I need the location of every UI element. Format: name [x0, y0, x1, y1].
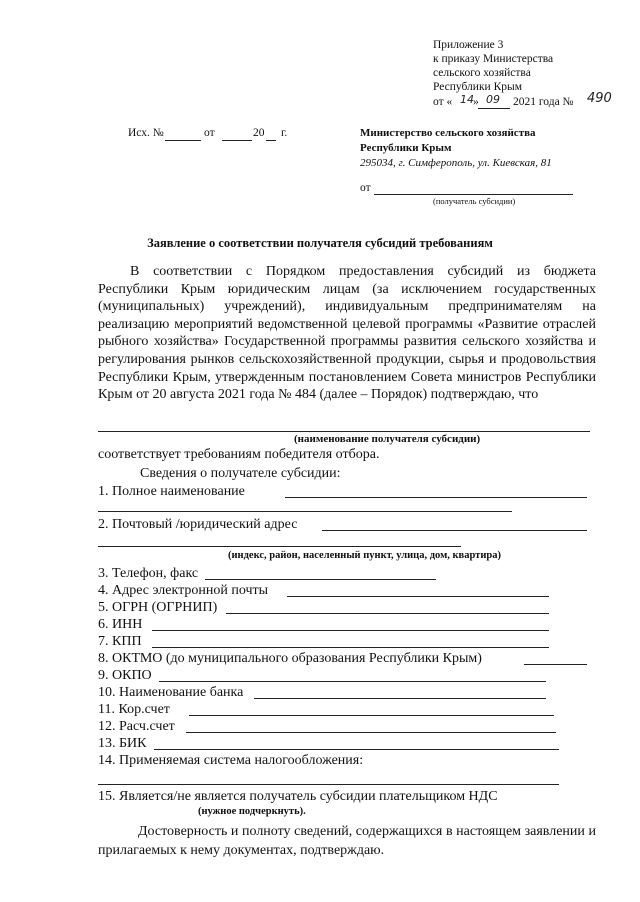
outgoing-from-label: от — [204, 127, 215, 139]
outgoing-g: г. — [281, 127, 288, 139]
field-full-name-line-2[interactable] — [98, 511, 512, 512]
field-inn-line[interactable] — [152, 630, 549, 631]
field-kpp-line[interactable] — [152, 647, 549, 648]
info-header: Сведения о получателе субсидии: — [140, 466, 341, 481]
field-ogrn-label: 5. ОГРН (ОГРНИП) — [98, 600, 218, 615]
address-caption: (индекс, район, населенный пункт, улица, дом, квартира) — [228, 550, 501, 561]
field-address-line[interactable] — [322, 530, 587, 531]
field-address-label: 2. Почтовый /юридический адрес — [98, 517, 298, 532]
field-email-label: 4. Адрес электронной почты — [98, 583, 269, 598]
field-bank-line[interactable] — [254, 698, 546, 699]
field-phone-label: 3. Телефон, факс — [98, 566, 199, 581]
addressee-line-1: Министерство сельского хозяйства — [360, 127, 536, 139]
appendix-line-3: сельского хозяйства — [433, 67, 531, 79]
field-tax-system-line[interactable] — [98, 784, 559, 785]
appendix-date-prefix: от « — [433, 96, 453, 108]
field-oktmo-label: 8. ОКТМО (до муниципального образования Республики Крым) — [98, 651, 482, 666]
appendix-line-4: Республики Крым — [433, 81, 522, 93]
field-inn-label: 6. ИНН — [98, 617, 143, 632]
appendix-date-mid: » — [473, 96, 479, 108]
field-full-name-line[interactable] — [285, 497, 587, 498]
appendix-line-1: Приложение 3 — [433, 39, 504, 51]
field-corr-account-line[interactable] — [189, 715, 554, 716]
field-bik-label: 13. БИК — [98, 736, 147, 751]
addressee-address: 295034, г. Симферополь, ул. Киевская, 81 — [360, 157, 552, 169]
field-account-label: 12. Расч.счет — [98, 719, 175, 734]
recipient-caption: (наименование получателя субсидии) — [294, 433, 481, 445]
field-full-name-label: 1. Полное наименование — [98, 484, 245, 499]
appendix-day: 14 — [460, 93, 474, 106]
field-kpp-label: 7. КПП — [98, 634, 142, 649]
field-okpo-line[interactable] — [159, 681, 546, 682]
field-vat-label: 15. Является/не является получатель субсидии плательщиком НДС — [98, 789, 498, 804]
appendix-line-2: к приказу Министерства — [433, 53, 554, 65]
addressee-line-2: Республики Крым — [360, 142, 452, 154]
closing-paragraph: Достоверность и полноту сведений, содержащихся в настоящем заявлении и прилагаемых к нему документах, подтверждаю. — [98, 824, 596, 858]
addressee-from-label: от — [360, 182, 371, 194]
field-ogrn-line[interactable] — [226, 613, 549, 614]
field-address-line-2[interactable] — [98, 546, 461, 547]
field-oktmo-line[interactable] — [524, 664, 587, 665]
compliance-text: соответствует требованиям победителя отбора. — [98, 447, 380, 462]
field-account-line[interactable] — [186, 732, 556, 733]
field-email-line[interactable] — [287, 596, 549, 597]
outgoing-number-label: Исх. № — [128, 127, 164, 139]
document-title: Заявление о соответствии получателя субсидий требованиям — [147, 236, 493, 250]
appendix-block — [433, 38, 553, 94]
field-bank-label: 10. Наименование банка — [98, 685, 244, 700]
field-corr-account-label: 11. Кор.счет — [98, 702, 170, 717]
field-okpo-label: 9. ОКПО — [98, 668, 152, 683]
appendix-month: 09 — [486, 93, 500, 106]
appendix-number: 490 — [587, 91, 612, 106]
field-phone-line[interactable] — [205, 579, 436, 580]
addressee-caption: (получатель субсидии) — [433, 196, 516, 206]
field-tax-system-label: 14. Применяемая система налогообложения: — [98, 753, 364, 768]
intro-paragraph: В соответствии с Порядком предоставления субсидий из бюджета Республики Крым юридическим лицам (за исключением государственных (муниципальных) учреждений), индивидуальным предпринимателям на реализацию мероприятий ведомственной целевой программы «Развитие отраслей рыбного хозяйства» Государственной программы развития сельского хозяйства и регулирования рынков сельскохозяйственной продукции, сырья и продовольствия Республики Крым, утвержденным постановлением Совета министров Республики Крым от 20 августа 2021 года № 484 (далее – Порядок) подтверждаю, что — [98, 264, 596, 403]
appendix-year-text: 2021 года № — [513, 96, 574, 108]
field-bik-line[interactable] — [154, 749, 559, 750]
field-vat-caption: (нужное подчеркнуть). — [198, 806, 306, 817]
outgoing-year: 20 — [253, 127, 265, 139]
